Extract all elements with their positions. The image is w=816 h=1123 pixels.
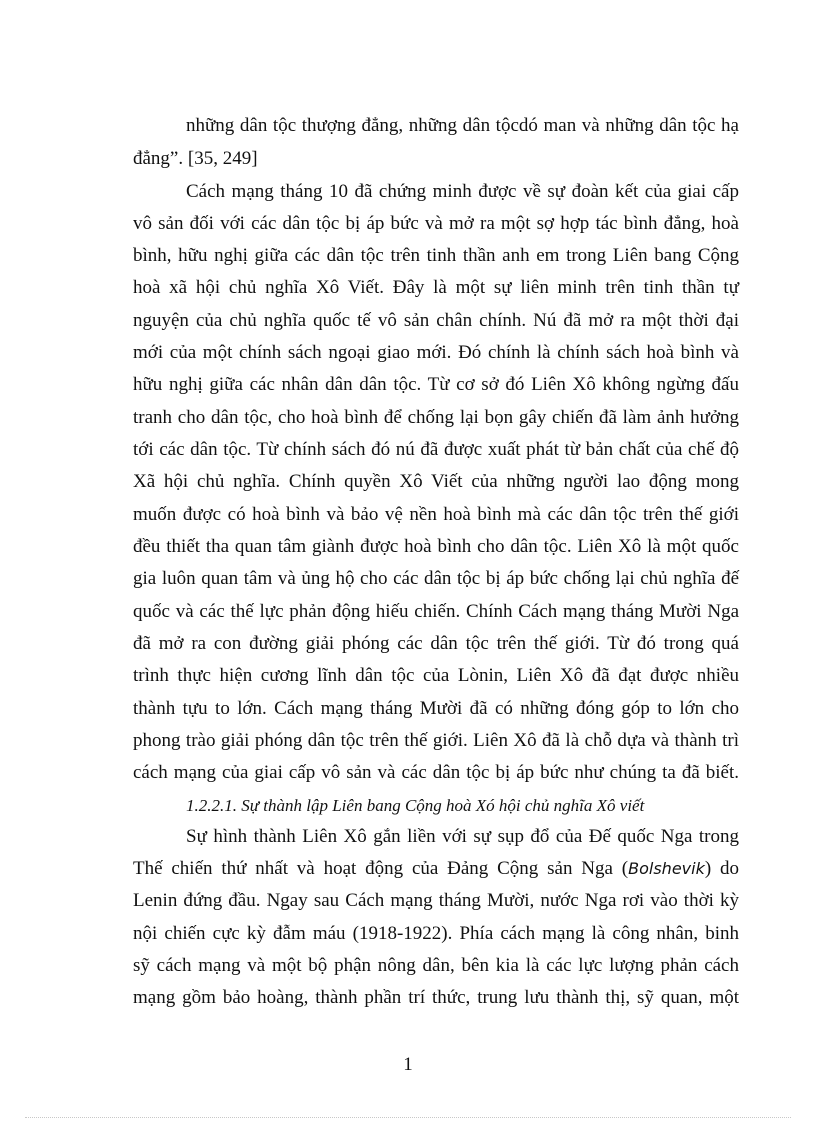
text-line-content: nội chiến cực kỳ đẫm máu (1918-1922). Phía cách mạng là công nhân, binh: [133, 923, 739, 944]
text-line-content: đã mở ra con đường giải phóng các dân tộc trên thế giới. Từ đó trong quá: [133, 633, 739, 654]
text-line-content: quốc và các thế lực phản động hiếu chiến. Chính Cách mạng tháng Mười Nga: [133, 601, 739, 622]
text-line-content: gia luôn quan tâm và ủng hộ cho các dân tộc bị áp bức chống lại chủ nghĩa đế: [133, 568, 739, 589]
text-line-content: bình, hữu nghị giữa các dân tộc trên tinh thần anh em trong Liên bang Cộng: [133, 245, 739, 266]
text-line-content: những dân tộc thượng đẳng, những dân tộcdó man và những dân tộc hạ: [186, 115, 739, 136]
text-line-content: [133, 857, 739, 881]
italic-term: Bolshevik: [628, 859, 705, 878]
text-segment: ) do: [704, 858, 740, 879]
text-line-content: muốn được có hoà bình và bảo vệ nền hoà bình mà các dân tộc trên thế giới: [133, 504, 739, 525]
text-line-content: tới các dân tộc. Từ chính sách đó nú đã được xuất phát từ bản chất của chế độ: [133, 439, 739, 460]
section-heading: 1.2.2.1. Sự thành lập Liên bang Cộng hoà Xó hội chủ nghĩa Xô viết: [186, 796, 645, 815]
page-boundary-divider: [25, 1117, 791, 1118]
page-number: 1: [403, 1054, 413, 1075]
text-line-content: hoà xã hội chủ nghĩa Xô Viết. Đây là một sự liên minh trên tinh thần tự: [133, 277, 739, 298]
text-line-content: cách mạng của giai cấp vô sản và các dân tộc bị áp bức như chúng ta đã biết.: [133, 762, 739, 783]
text-line-content: Cách mạng tháng 10 đã chứng minh được về sự đoàn kết của giai cấp: [186, 181, 739, 202]
text-line-content: mới của một chính sách ngoại giao mới. Đó chính là chính sách hoà bình và: [133, 342, 739, 363]
text-line-content: đều thiết tha quan tâm giành được hoà bình cho dân tộc. Liên Xô là một quốc: [133, 536, 739, 557]
text-line-content: phong trào giải phóng dân tộc trên thế giới. Liên Xô đã là chỗ dựa và thành trì: [133, 730, 739, 751]
text-line-content: tranh cho dân tộc, cho hoà bình để chống lại bọn gây chiến đã làm ảnh hưởng: [133, 407, 739, 428]
text-line-content: trình thực hiện cương lĩnh dân tộc của Lònin, Liên Xô đã đạt được nhiều: [133, 665, 739, 686]
text-line-content: vô sản đối với các dân tộc bị áp bức và mở ra một sợ hợp tác bình đẳng, hoà: [133, 213, 739, 234]
text-line-content: mạng gồm bảo hoàng, thành phần trí thức, trung lưu thành thị, sỹ quan, một: [133, 987, 739, 1008]
text-line-content: Sự hình thành Liên Xô gắn liền với sự sụp đổ của Đế quốc Nga trong: [186, 826, 739, 847]
text-line-content: nguyện của chủ nghĩa quốc tế vô sản chân chính. Nú đã mở ra một thời đại: [133, 310, 739, 331]
text-line-content: đẳng”. [35, 249]: [133, 148, 258, 169]
text-line-content: sỹ cách mạng và một bộ phận nông dân, bên kia là các lực lượng phản cách: [133, 955, 739, 976]
text-line-content: Xã hội chủ nghĩa. Chính quyền Xô Viết của những người lao động mong: [133, 471, 739, 492]
text-line-content: Lenin đứng đầu. Ngay sau Cách mạng tháng Mười, nước Nga rơi vào thời kỳ: [133, 890, 739, 911]
text-segment: Thế chiến thứ nhất và hoạt động của Đảng Cộng sản Nga (: [133, 858, 629, 879]
text-line-content: hữu nghị giữa các nhân dân dân tộc. Từ cơ sở đó Liên Xô không ngừng đấu: [133, 374, 739, 395]
text-line-content: thành tựu to lớn. Cách mạng tháng Mười đã có những đóng góp to lớn cho: [133, 698, 739, 719]
